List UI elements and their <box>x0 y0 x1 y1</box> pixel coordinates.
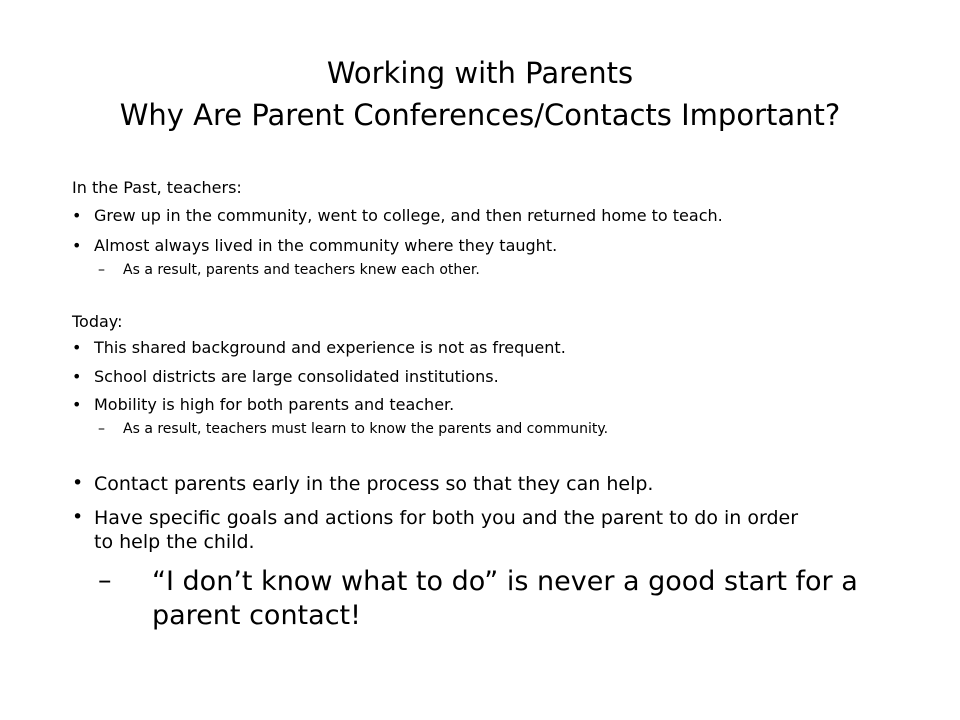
closing-bullet-2-text: Have specific goals and actions for both you and the parent to do in order <box>94 507 799 529</box>
past-bullet-2-text: Almost always lived in the community where they taught. <box>94 236 558 255</box>
dash-icon: – <box>98 565 112 596</box>
slide-title <box>40 52 920 136</box>
bullet-icon: • <box>72 395 82 414</box>
today-bullet-2-text: School districts are large consolidated institutions. <box>94 367 499 386</box>
bullet-icon: • <box>72 367 82 386</box>
today-bullet-3-text: Mobility is high for both parents and teacher. <box>94 395 455 414</box>
past-heading: In the Past, teachers: <box>72 178 242 197</box>
title-line-1: Working with Parents <box>326 56 634 90</box>
today-sub-bullet-text: As a result, teachers must learn to know the parents and community. <box>123 421 609 437</box>
past-sub-bullet-text: As a result, parents and teachers knew each other. <box>123 262 480 278</box>
bullet-icon: • <box>72 506 84 528</box>
today-bullet-1-text: This shared background and experience is not as frequent. <box>94 338 566 357</box>
closing-quote-line-1: “I don’t know what to do” is never a good start for a <box>152 566 858 597</box>
bullet-icon: • <box>72 206 82 225</box>
past-bullet-1-text: Grew up in the community, went to college, and then returned home to teach. <box>94 206 723 225</box>
closing-bullet-1-text: Contact parents early in the process so that they can help. <box>94 473 654 495</box>
title-line-2: Why Are Parent Conferences/Contacts Important? <box>119 98 841 132</box>
dash-icon: – <box>98 421 105 437</box>
closing-bullet-2-text-line-2: to help the child. <box>94 531 255 553</box>
closing-quote-line-2: parent contact! <box>152 600 361 631</box>
today-heading: Today: <box>72 312 123 331</box>
bullet-icon: • <box>72 338 82 357</box>
dash-icon: – <box>98 262 105 278</box>
bullet-icon: • <box>72 472 84 494</box>
bullet-icon: • <box>72 236 82 255</box>
